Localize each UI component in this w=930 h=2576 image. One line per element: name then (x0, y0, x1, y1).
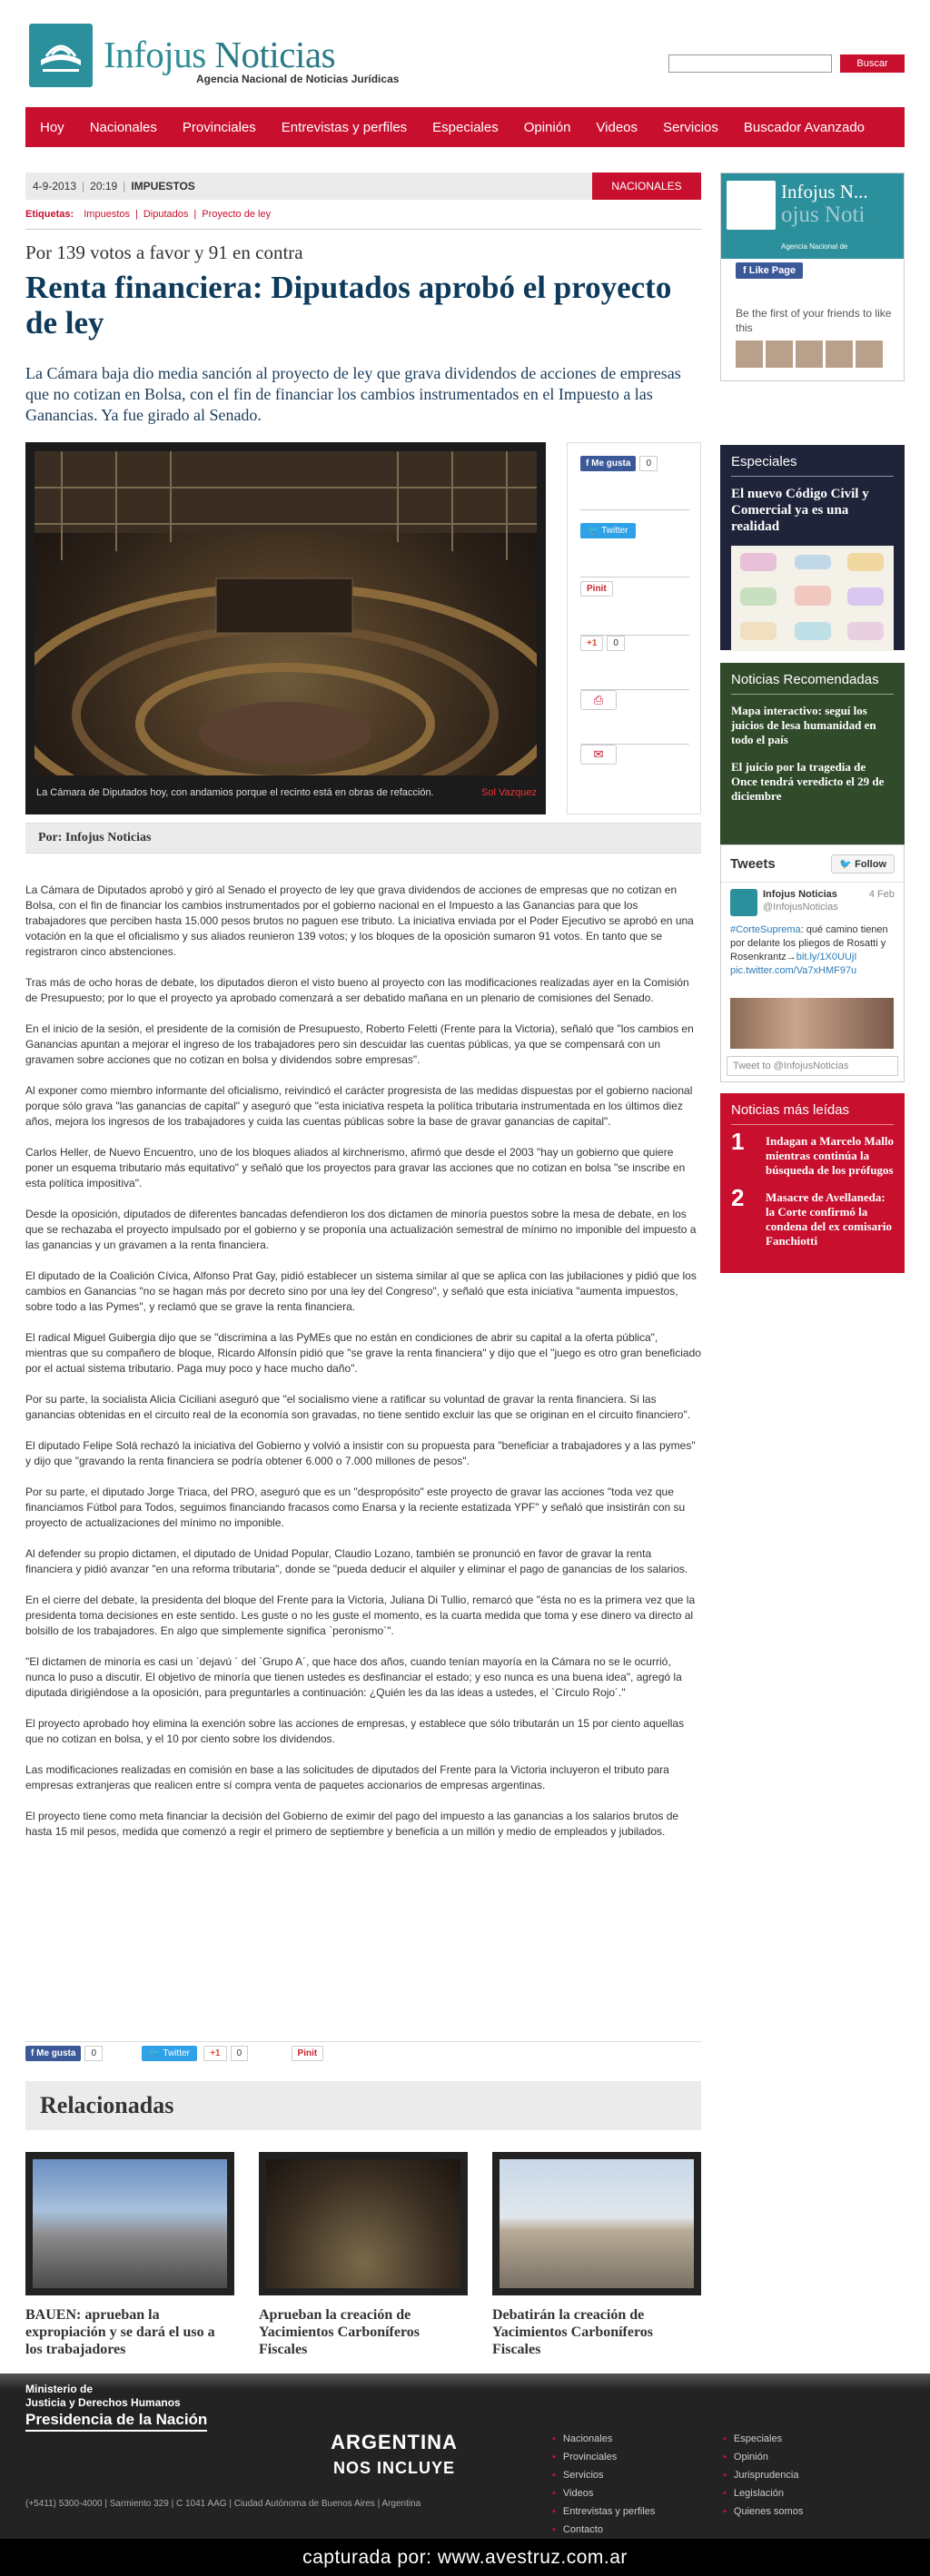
rank-number: 2 (731, 1184, 745, 1211)
facebook-banner-name: ojus Noti (781, 202, 866, 227)
paragraph: "El dictamen de minoría es casi un `dejavú ´ del `Grupo A´, que hace dos años, cuando tenían mayoría en la Cámara no se le ocurrió, nunca lo puso a discutir. El objetivo de minoría que tienen ustedes es desfinanciar el estado; y eso nunca es una buena idea", agregó la diputada dirigiéndose a la oposición, para preguntarles a continuación: ¿Quién les da las ideas a ustedes, el `Círculo Rojo´." (25, 1655, 682, 1699)
print-row (580, 690, 689, 745)
nav-hoy[interactable]: Hoy (40, 119, 64, 135)
email-icon[interactable]: ✉ (580, 745, 617, 765)
paragraph: Carlos Heller, de Nuevo Encuentro, uno de los bloques aliados al kirchnerismo, afirmó que desde el 2003 "hay un gobierno que quiere poner un esquema tributario más equitativo" y señaló que los proyectos para gravar las acciones que no cotizan en bolsa "se inscribe en esta política impositiva". (25, 1146, 686, 1189)
googleplus-count: 0 (231, 2046, 249, 2061)
facebook-count: 0 (84, 2046, 103, 2061)
divider (721, 882, 904, 883)
article-date: 4-9-2013 (33, 180, 77, 192)
tag-link[interactable]: Impuestos (84, 209, 130, 220)
chamber-image (35, 451, 537, 775)
search-button[interactable]: Buscar (840, 54, 905, 73)
nav-opinion[interactable]: Opinión (523, 119, 571, 135)
especiales-title[interactable]: El nuevo Código Civil y Comercial ya es una realidad (731, 487, 869, 534)
tweet-date[interactable]: 4 Feb (868, 889, 895, 900)
tweet-body-text: : qué camino tienen por delante los pliegos de Rosatti y Rosenkrantz→ (730, 924, 888, 962)
avatar[interactable] (856, 341, 883, 368)
related-title[interactable]: BAUEN: aprueban la expropiación y se dará el uso a los trabajadores (25, 2307, 215, 2357)
footer-link[interactable]: ▪ Jurisprudencia (723, 2466, 803, 2484)
twitter-share-row (580, 523, 689, 577)
article-time: 20:19 (90, 180, 118, 192)
facebook-page-name[interactable]: Infojus N... (781, 181, 868, 202)
footer-link[interactable]: ▪ Opinión (723, 2448, 803, 2466)
especiales-image[interactable] (731, 546, 894, 651)
paragraph: En el inicio de la sesión, el presidente de la comisión de Presupuesto, Roberto Feletti (Frente para la Victoria), señaló que "los cambios en Ganancias apuntan a mejorar el ingreso de los trabajadores pero sin descuidar las cuentas públicas, ya que se compensará con un gravamen sobre acciones que no cotizan en bolsa y dividendos sobre empresas". (25, 1022, 694, 1066)
nav-videos[interactable]: Videos (596, 119, 638, 135)
mas-leidas-heading: Noticias más leídas (731, 1102, 850, 1118)
facebook-faces (736, 341, 885, 370)
paragraph: Las modificaciones realizadas en comisión en base a las solicitudes de diputados del Frente para la Victoria incluyeron el tributo para empresas extranjeras que realicen entre sí compra venta de paquetes accionarios de empresas argentinas. (25, 1763, 669, 1791)
divider (731, 1124, 894, 1125)
presidency-logo[interactable]: Presidencia de la Nación (25, 2411, 207, 2432)
print-icon[interactable]: ⎙ (580, 690, 617, 710)
logo-subtitle: Agencia Nacional de Noticias Jurídicas (196, 73, 400, 85)
mas-leida-title[interactable]: Masacre de Avellaneda: la Corte confirmó la condena del ex comisario Fanchiotti (766, 1190, 893, 1248)
paragraph: Desde la oposición, diputados de diferentes bancadas defendieron los dos dictamen de minoría puestos sobre la mesa de debate, en los que se rechazaba el proyecto impulsado por el gobierno y se proponía una actualización semestral de mínimo no imponible del impuesto a las ganancias y un gravamen a la renta financiera. (25, 1208, 697, 1251)
avatar[interactable] (796, 341, 823, 368)
recomendada-link[interactable]: El juicio por la tragedia de Once tendrá veredicto el 29 de diciembre (731, 760, 885, 803)
mas-leida-title[interactable]: Indagan a Marcelo Mallo mientras continúa la búsqueda de los prófugos (766, 1134, 894, 1177)
footer-link[interactable]: ▪ Entrevistas y perfiles (552, 2502, 655, 2521)
googleplus-button[interactable]: +1 (580, 636, 603, 651)
photo-credit: Sol Vazquez (481, 787, 537, 798)
facebook-banner[interactable] (721, 173, 904, 259)
twitter-follow-button[interactable]: 🐦 Follow (831, 854, 895, 873)
tweet-author[interactable]: Infojus Noticias (763, 889, 837, 900)
article-lead: La Cámara baja dio media sanción al proyecto de ley que grava dividendos de acciones de empresas que no cotizan en Bolsa, con el fin de financiar los cambios instrumentados en el Impuesto a las Ganancias. Ya fue girado al Senado. (25, 364, 681, 424)
recomendada-link[interactable]: Mapa interactivo: seguí los juicios de lesa humanidad en todo el país (731, 704, 876, 746)
article-category[interactable]: IMPUESTOS (131, 180, 195, 192)
paragraph: Tras más de ocho horas de debate, los diputados dieron el visto bueno al proyecto con las modificaciones realizadas ayer en la Comisión de Presupuesto; por lo que el proyecto ya aprobado comenzará a ser debatido mañana en un plenario de comisiones del Senado. (25, 976, 689, 1004)
page-logo-icon (727, 181, 776, 230)
paragraph: Por su parte, el diputado Jorge Triaca, del PRO, aseguró que es un "despropósito" este proyecto de gravar las acciones "toda vez que financiamos Fútbol para Todos, seguimos financiando fracasos como Enarsa y la reciente estatizada YPF" y señaló que insistirán con su proyecto de actualizaciones del mínimo no imponible. (25, 1485, 686, 1529)
search-input[interactable] (668, 54, 832, 73)
nav-especiales[interactable]: Especiales (432, 119, 499, 135)
googleplus-share-row (580, 636, 689, 690)
related-card[interactable] (25, 2152, 234, 2358)
related-image[interactable] (25, 2152, 234, 2295)
divider (731, 694, 894, 695)
related-title[interactable]: Aprueban la creación de Yacimientos Carboníferos Fiscales (259, 2307, 420, 2357)
mas-leida-item[interactable] (731, 1128, 894, 1178)
article-body (25, 883, 701, 1855)
pinterest-share-row (580, 581, 689, 636)
related-image[interactable] (259, 2152, 468, 2295)
logo-name: Noticias (214, 34, 336, 75)
logo-icon[interactable] (29, 24, 93, 87)
twitter-share-button[interactable]: 🐦 Twitter (580, 523, 636, 538)
related-title[interactable]: Debatirán la creación de Yacimientos Carboníferos Fiscales (492, 2307, 654, 2357)
facebook-page-widget (720, 173, 905, 381)
pinterest-button[interactable]: Pinit (292, 2046, 324, 2061)
related-heading: Relacionadas (25, 2081, 701, 2130)
mas-leidas-box (720, 1093, 905, 1273)
tweet-link[interactable]: bit.ly/1X0UUjI pic.twitter.com/Va7xHMF97u (730, 952, 857, 976)
footer-link[interactable]: ▪ Contacto (552, 2521, 655, 2539)
site-logo[interactable] (104, 33, 335, 76)
googleplus-button[interactable]: +1 (203, 2046, 226, 2061)
bottom-share-bar (25, 2041, 701, 2065)
divider (731, 476, 894, 477)
paragraph: Por su parte, la socialista Alicia Ciciliani aseguró que "el socialismo viene a ratificar su voluntad de gravar la renta financiera. Si las ganancias obtenidas en el circuito real de la economía son gravadas, no tiene sentido excluir las que se originan en el circuito financiero". (25, 1393, 691, 1421)
nav-entrevistas[interactable]: Entrevistas y perfiles (281, 119, 408, 135)
paragraph: El proyecto aprobado hoy elimina la exención sobre las acciones de empresas, y establece que sólo tributarán un 15 por ciento aquellas que no cotizan en bolsa, y el 10 por ciento sobre los dividendos. (25, 1717, 685, 1745)
footer-links-col2 (723, 2430, 803, 2521)
facebook-share-row (580, 456, 689, 510)
avatar[interactable] (736, 341, 763, 368)
facebook-banner-sub: Agencia Nacional de (781, 242, 848, 251)
logo-brand: Infojus (104, 34, 206, 75)
tags-label: Etiquetas: (25, 209, 74, 220)
article-meta: 4-9-2013 | 20:19 | IMPUESTOS (25, 173, 593, 200)
footer-link[interactable]: ▪ Quienes somos (723, 2502, 803, 2521)
paragraph: Al defender su propio dictamen, el diputado de Unidad Popular, Claudio Lozano, también se pronunció en favor de gravar la renta financiera y pidió avanzar "en una reforma tributaria", donde se "pueda deducir el alquiler y eliminar el pago de ganancias de los salarios. (25, 1547, 688, 1575)
especiales-heading[interactable]: Especiales (731, 454, 797, 469)
related-image[interactable] (492, 2152, 701, 2295)
tweet-hashtag[interactable]: #CorteSuprema (730, 924, 801, 935)
tag-link[interactable]: Proyecto de ley (202, 209, 272, 220)
avatar[interactable] (766, 341, 793, 368)
rank-number: 1 (731, 1128, 745, 1155)
paragraph: Al exponer como miembro informante del oficialismo, reivindicó el carácter progresista de las medidas dispuestas por el gobierno nacional porque sólo grava "las ganancias de capital" y aseguró que "esta iniciativa respeta la política tributaria instrumentada en los últimos diez años, mejora los ingresos de los trabajadores y cuida las cuentas públicas sobre la base de gravar ganancias de capital". (25, 1084, 693, 1128)
ministry-logo[interactable]: Ministerio de Justicia y Derechos Humanos (25, 2383, 181, 2409)
tweet-text (730, 923, 894, 978)
especiales-box (720, 445, 905, 650)
email-row (580, 745, 689, 799)
nav-provinciales[interactable]: Provinciales (182, 119, 256, 135)
divider (25, 229, 701, 230)
tweet-image[interactable] (730, 998, 894, 1049)
footer-links-col1 (552, 2430, 655, 2539)
facebook-count: 0 (639, 456, 658, 471)
share-column (567, 442, 701, 814)
nav-buscador-avanzado[interactable]: Buscador Avanzado (743, 119, 866, 135)
footer-address: (+5411) 5300-4000 | Sarmiento 329 | C 1041 AAG | Ciudad Autónoma de Buenos Aires | Argentina (25, 2499, 421, 2509)
tweets-heading: Tweets (730, 856, 776, 872)
article-headline: Renta financiera: Diputados aprobó el proyecto de ley (25, 270, 672, 341)
nav-servicios[interactable]: Servicios (663, 119, 718, 135)
section-badge[interactable]: NACIONALES (592, 173, 701, 200)
main-nav (25, 107, 905, 147)
related-card[interactable] (259, 2152, 468, 2358)
facebook-like-button[interactable]: f Me gusta (580, 456, 636, 471)
nav-nacionales[interactable]: Nacionales (89, 119, 157, 135)
footer-link[interactable]: ▪ Nacionales (552, 2430, 655, 2448)
recomendadas-heading[interactable]: Noticias Recomendadas (731, 672, 879, 687)
mas-leida-item[interactable] (731, 1184, 894, 1249)
tag-list: Etiquetas: Impuestos | Diputados | Proyecto de ley (25, 209, 272, 220)
article-kicker: Por 139 votos a favor y 91 en contra (25, 242, 303, 263)
avatar[interactable] (730, 889, 757, 916)
footer-link[interactable]: ▪ Servicios (552, 2466, 655, 2484)
tag-link[interactable]: Diputados (143, 209, 189, 220)
footer-link[interactable]: ▪ Videos (552, 2484, 655, 2502)
capture-watermark: capturada por: www.avestruz.com.ar (0, 2539, 930, 2576)
tweet-handle[interactable]: @InfojusNoticias (763, 902, 838, 913)
facebook-like-page-button[interactable]: f Like Page (736, 262, 803, 279)
pinterest-button[interactable]: Pinit (580, 581, 613, 597)
paragraph: El proyecto tiene como meta financiar la decisión del Gobierno de eximir del pago del impuesto a las ganancias a los salarios brutos de hasta 15 mil pesos, medida que comenzó a regir el primero de septiembre y beneficia a un millón y medio de empleados y jubilados. (25, 1810, 679, 1838)
avatar[interactable] (826, 341, 853, 368)
paragraph: El diputado Felipe Solá rechazó la iniciativa del Gobierno y volvió a insistir con su propuesta para "beneficiar a trabajadores y a las pymes" y dijo que "gravando la renta financiera se podría obtener 6.000 o 7.000 millones de pesos". (25, 1439, 696, 1467)
googleplus-count: 0 (607, 636, 625, 651)
twitter-widget (720, 844, 905, 1082)
recomendadas-box (720, 663, 905, 873)
facebook-friends-text: Be the first of your friends to like this (736, 307, 892, 334)
twitter-share-button[interactable]: 🐦 Twitter (142, 2046, 197, 2061)
article-photo[interactable] (25, 442, 546, 814)
related-card[interactable] (492, 2152, 701, 2358)
paragraph: El diputado de la Coalición Cívica, Alfonso Prat Gay, pidió establecer un sistema similar al que se aplica con las jubilaciones y pidió que los cambios en Ganancias "no se hagan más por decreto sino por una ley del Congreso", y señaló que esta iniciativa "aumenta impuestos, sobre todo a las Pymes", y reclamó que se grave la renta financiera. (25, 1269, 697, 1313)
photo-caption: La Cámara de Diputados hoy, con andamios porque el recinto está en obras de refacción. (36, 787, 434, 798)
byline: Por: Infojus Noticias (25, 823, 701, 854)
footer-link[interactable]: ▪ Legislación (723, 2484, 803, 2502)
site-header (25, 0, 905, 107)
argentina-logo[interactable]: ARGENTINA NOS INCLUYE (331, 2431, 458, 2477)
paragraph: La Cámara de Diputados aprobó y giró al Senado el proyecto de ley que grava dividendos de acciones de empresas que no cotizan en Bolsa, con el fin de financiar los cambios instrumentados por el gobierno nacional en el Impuesto a las Ganancias para que los trabajadores que perciben hasta 15.000 pesos brutos no paguen ese tributo. La iniciativa enviada por el Poder Ejecutivo se aprobó en una votación en la que el oficialismo y sus aliados reunieron 139 votos; y los bloques de la oposición sumaron 91 votos. En tanto que se registraron cinco abstenciones. (25, 883, 694, 958)
paragraph: En el cierre del debate, la presidenta del bloque del Frente para la Victoria, Juliana Di Tullio, remarcó que "ésta no es la primera vez que la presidenta toma decisiones en este sentido. Les guste o no les guste el momento, es la cuarta medida que toma y ese dinero va directo al bolsillo de los trabajadores. En algo que simplemente significa `peronismo´". (25, 1594, 696, 1637)
footer-link[interactable]: ▪ Especiales (723, 2430, 803, 2448)
tweet-reply-input[interactable]: Tweet to @InfojusNoticias (727, 1056, 898, 1076)
paragraph: El radical Miguel Guibergia dijo que se "discrimina a las PyMEs que no están en condiciones de abrir su capital a la oferta pública", mientras que su compañero de bloque, Ricardo Alfonsín pidió que "se grave la renta financiera" y dijo que el "juego es otro gran beneficiado por el actual sistema tributario. Paga muy poco y hace mucho daño". (25, 1331, 701, 1375)
facebook-like-button[interactable]: f Me gusta (25, 2046, 81, 2061)
footer-link[interactable]: ▪ Provinciales (552, 2448, 655, 2466)
